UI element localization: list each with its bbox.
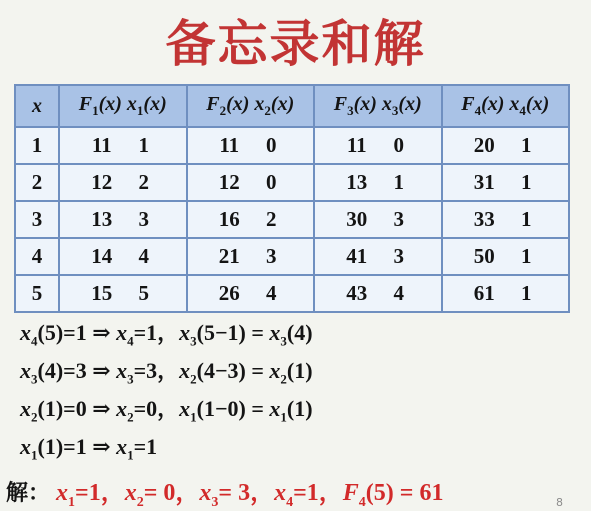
table-cell: 21 3 — [187, 238, 315, 275]
derivation-line: $x_4(5)=1$ ⇒ $x_4=1$，$x_3(5-1) = x_3(4)$ — [20, 320, 313, 349]
table-cell: 43 4 — [314, 275, 442, 312]
table-cell: 11 0 — [187, 127, 315, 164]
slide-title: 备忘录和解 — [165, 15, 426, 73]
solution-values: $x_1=1$，$x_2= 0$，$x_3= 3$，$x_4=1$，$F_4(5) = 61$ — [56, 480, 444, 510]
table-cell: 41 3 — [314, 238, 442, 275]
table-cell: 30 3 — [314, 201, 442, 238]
row-x: 1 — [15, 127, 59, 164]
table-cell: 13 1 — [314, 164, 442, 201]
header-group-3: $F_3(x)$ $x_3(x)$ — [314, 85, 442, 127]
table-row — [15, 164, 569, 201]
table-row — [15, 127, 569, 164]
row-x: 5 — [15, 275, 59, 312]
table-cell: 50 1 — [442, 238, 570, 275]
header-group-4: $F_4(x)$ $x_4(x)$ — [442, 85, 570, 127]
table-cell: 26 4 — [187, 275, 315, 312]
row-x: 2 — [15, 164, 59, 201]
table-cell: 31 1 — [442, 164, 570, 201]
table-cell: 14 4 — [59, 238, 187, 275]
derivation-block — [20, 314, 313, 466]
table-cell: 11 0 — [314, 127, 442, 164]
solution-label: 解： — [6, 481, 51, 506]
table-cell: 33 1 — [442, 201, 570, 238]
table-cell: 61 1 — [442, 275, 570, 312]
header-group-2: $F_2(x)$ $x_2(x)$ — [187, 85, 315, 127]
table-header-row — [15, 85, 569, 127]
header-group-1: $F_1(x)$ $x_1(x)$ — [59, 85, 187, 127]
row-x: 4 — [15, 238, 59, 275]
table-row — [15, 275, 569, 312]
derivation-line: $x_2(1)=0$ ⇒ $x_2=0$，$x_1(1-0) = x_1(1)$ — [20, 396, 313, 425]
row-x: 3 — [15, 201, 59, 238]
table-cell: 13 3 — [59, 201, 187, 238]
solution-line — [6, 472, 443, 511]
derivation-line: $x_3(4)=3$ ⇒ $x_3=3$，$x_2(4-3) = x_2(1)$ — [20, 358, 313, 387]
table-cell: 11 1 — [59, 127, 187, 164]
memo-table — [14, 84, 570, 313]
header-x: x — [15, 85, 59, 127]
table-cell: 15 5 — [59, 275, 187, 312]
table-row — [15, 238, 569, 275]
derivation-line: $x_1(1)=1$ ⇒ $x_1=1$ — [20, 434, 158, 463]
table-cell: 16 2 — [187, 201, 315, 238]
table-cell: 20 1 — [442, 127, 570, 164]
table-cell: 12 0 — [187, 164, 315, 201]
page-number: 8 — [556, 496, 563, 509]
table-row — [15, 201, 569, 238]
table-cell: 12 2 — [59, 164, 187, 201]
